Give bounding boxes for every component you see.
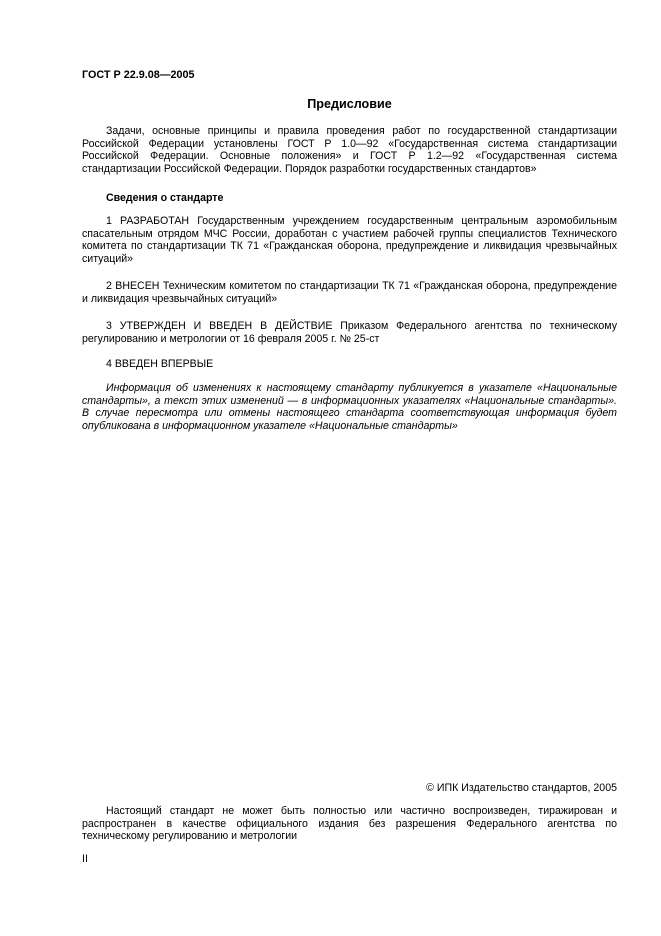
item-introduced: 4 ВВЕДЕН ВПЕРВЫЕ [106,358,214,370]
document-header: ГОСТ Р 22.9.08—2005 [82,69,195,81]
reproduction-note: Настоящий стандарт не может быть полностью или частично воспроизведен, тиражирован и распространен в качестве официального издания без разрешения Федерального агентства по техническому регулированию и метрологии [82,805,617,843]
item-submitted: 2 ВНЕСЕН Техническим комитетом по стандартизации ТК 71 «Гражданская оборона, предупреждение и ликвидация чрезвычайных ситуаций» [82,280,617,305]
page-number: II [82,853,88,865]
section-heading: Сведения о стандарте [106,192,224,204]
item-developed: 1 РАЗРАБОТАН Государственным учреждением государственным центральным аэромобильным спасательным отрядом МЧС России, доработан с участием рабочей группы специалистов Технического комитета по стандартизации ТК 71 «Гражданская оборона, предупреждение и ликвидация чрезвычайных ситуаций» [82,215,617,265]
item-approved: 3 УТВЕРЖДЕН И ВВЕДЕН В ДЕЙСТВИЕ Приказом Федерального агентства по техническому регулированию и метрологии от 16 февраля 2005 г. № 25-ст [82,320,617,345]
info-note: Информация об изменениях к настоящему стандарту публикуется в указателе «Национальные стандарты», а текст этих изменений — в информационных указателях «Национальные стандарты». В случае пересмотра или отмены настоящего стандарта соответствующая информация будет опубликована в информационном указателе «Национальные стандарты» [82,382,617,432]
page-title: Предисловие [307,97,392,111]
copyright: © ИПК Издательство стандартов, 2005 [426,782,617,794]
intro-paragraph: Задачи, основные принципы и правила проведения работ по государственной стандартизации Российской Федерации установлены ГОСТ Р 1.0—92 «Государственная система стандартизации Российской Федерации. Основные положения» и ГОСТ Р 1.2—92 «Государственная система стандартизации Российской Федерации. Порядок разработки государственных стандартов» [82,125,617,175]
